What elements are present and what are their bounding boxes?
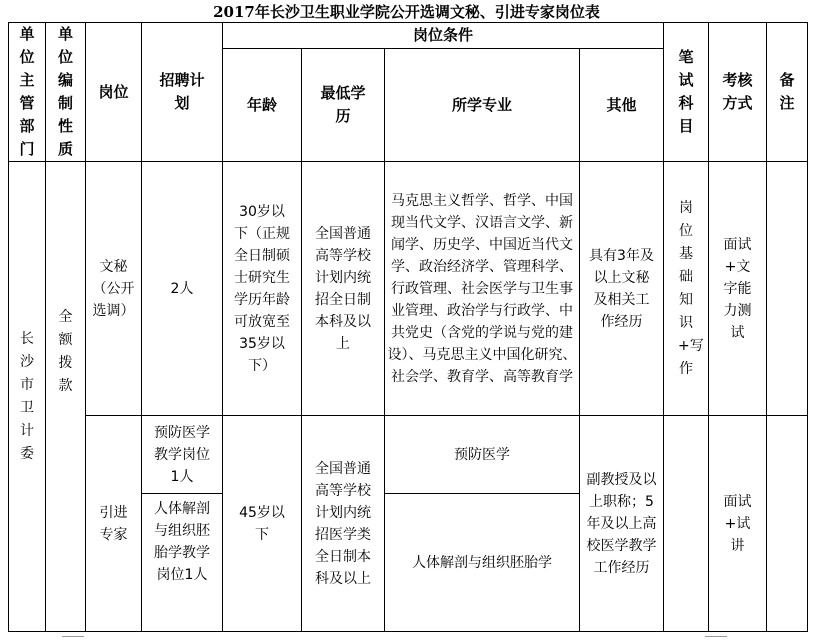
major-expert-preventive: 预防医学 bbox=[385, 416, 580, 494]
header-age: 年龄 bbox=[223, 49, 302, 162]
note-expert bbox=[767, 416, 808, 632]
age-expert: 45岁以下 bbox=[223, 416, 302, 632]
header-exam: 笔试科目 bbox=[664, 23, 709, 162]
post-secretary: 文秘（公开选调） bbox=[86, 162, 142, 416]
assess-expert: 面试+试讲 bbox=[709, 416, 767, 632]
header-dept: 单位主管部门 bbox=[9, 23, 46, 162]
age-secretary: 30岁以下（正规全日制硕士研究生学历年龄可放宽至35岁以下） bbox=[223, 162, 302, 416]
edu-expert: 全国普通高等学校计划内统招医学类全日制本科及以上 bbox=[302, 416, 385, 632]
post-expert: 引进专家 bbox=[86, 416, 142, 632]
page-corner-left bbox=[62, 636, 84, 641]
header-post: 岗位 bbox=[86, 23, 142, 162]
edu-secretary: 全国普通高等学校计划内统招全日制本科及以上 bbox=[302, 162, 385, 416]
header-note: 备注 bbox=[767, 23, 808, 162]
plan-secretary: 2人 bbox=[142, 162, 223, 416]
page-title: 2017年长沙卫生职业学院公开选调文秘、引进专家岗位表 bbox=[213, 3, 600, 21]
exam-expert bbox=[664, 416, 709, 632]
header-major: 所学专业 bbox=[385, 49, 580, 162]
major-expert-anatomy: 人体解剖与组织胚胎学 bbox=[385, 494, 580, 632]
header-conditions: 岗位条件 bbox=[223, 23, 664, 49]
other-secretary: 具有3年及以上文秘及相关工作经历 bbox=[580, 162, 664, 416]
note-secretary bbox=[767, 162, 808, 416]
header-other: 其他 bbox=[580, 49, 664, 162]
nature-cell: 全额拨款 bbox=[46, 162, 86, 632]
assess-secretary: 面试+文字能力测试 bbox=[709, 162, 767, 416]
header-nature: 单位编制性质 bbox=[46, 23, 86, 162]
page-corner-right bbox=[705, 636, 727, 641]
other-expert: 副教授及以上职称；5年及以上高校医学教学工作经历 bbox=[580, 416, 664, 632]
header-plan: 招聘计划 bbox=[142, 23, 223, 162]
plan-expert-anatomy: 人体解剖与组织胚胎学教学岗位1人 bbox=[142, 494, 223, 632]
positions-table bbox=[8, 22, 808, 632]
plan-expert-preventive: 预防医学教学岗位1人 bbox=[142, 416, 223, 494]
major-secretary: 马克思主义哲学、哲学、中国现当代文学、汉语言文学、新闻学、历史学、中国近当代文学、政治经济学、管理科学、行政管理、社会医学与卫生事业管理、政治学与行政学、中共党史（含党的学说与党的建设）、马克思主义中国化研究、社会学、教育学、高等教育学 bbox=[385, 162, 580, 416]
header-edu: 最低学历 bbox=[302, 49, 385, 162]
header-assess: 考核方式 bbox=[709, 23, 767, 162]
exam-secretary: 岗位基础知识+写作 bbox=[664, 162, 709, 416]
dept-cell: 长沙市卫计委 bbox=[9, 162, 46, 632]
